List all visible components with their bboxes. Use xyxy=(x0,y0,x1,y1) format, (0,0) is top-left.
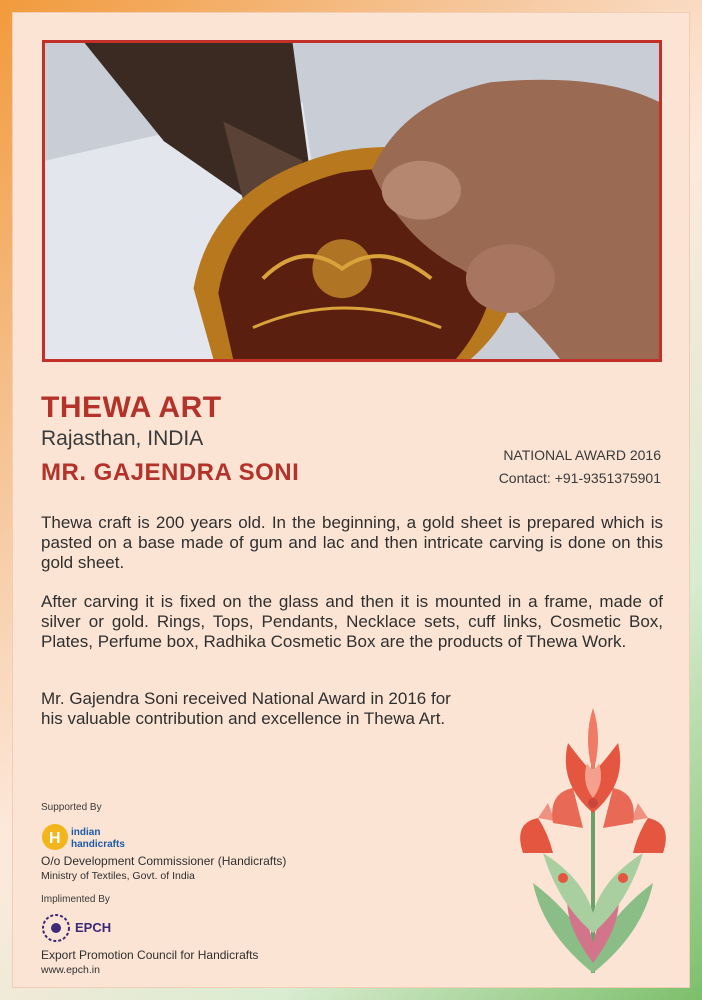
hero-photo xyxy=(42,40,662,362)
implementing-org: Export Promotion Council for Handicrafts xyxy=(41,948,259,962)
paragraph-award: Mr. Gajendra Soni received National Award in 2016 for his valuable contribution and excellence in Thewa Art. xyxy=(41,689,451,728)
supporting-ministry: Ministry of Textiles, Govt. of India xyxy=(41,870,195,882)
craft-title: THEWA ART xyxy=(41,391,222,424)
award-text: NATIONAL AWARD 2016 xyxy=(503,447,661,463)
paragraph-process: After carving it is fixed on the glass and then it is mounted in a frame, made of silver or gold. Rings, Tops, Pendants, Necklace sets, cuff links, Cosmetic Box, Plates, Perfume box, Radhika Cosmetic Box are the products of Thewa Work. xyxy=(41,592,663,651)
epch-logo xyxy=(41,910,141,946)
thewa-photo-illustration xyxy=(45,43,659,359)
artist-name: MR. GAJENDRA SONI xyxy=(41,459,300,486)
craft-location: Rajasthan, INDIA xyxy=(41,427,204,450)
svg-text:H: H xyxy=(49,830,61,847)
poster-card xyxy=(12,12,690,988)
indian-handicrafts-logo xyxy=(41,819,151,855)
supporting-org: O/o Development Commissioner (Handicrafts) xyxy=(41,854,287,868)
svg-text:EPCH: EPCH xyxy=(75,920,112,935)
implemented-by-label: Implimented By xyxy=(41,894,110,905)
floral-motif-icon xyxy=(503,703,683,983)
paragraph-history: Thewa craft is 200 years old. In the beginning, a gold sheet is prepared which is pasted on a base made of gum and lac and then intricate carving is done on this gold sheet. xyxy=(41,513,663,572)
supported-by-label: Supported By xyxy=(41,802,102,813)
contact-text: Contact: +91-9351375901 xyxy=(498,470,661,486)
svg-text:handicrafts: handicrafts xyxy=(71,839,125,850)
svg-text:indian: indian xyxy=(71,827,101,838)
implementing-url[interactable]: www.epch.in xyxy=(41,964,100,976)
